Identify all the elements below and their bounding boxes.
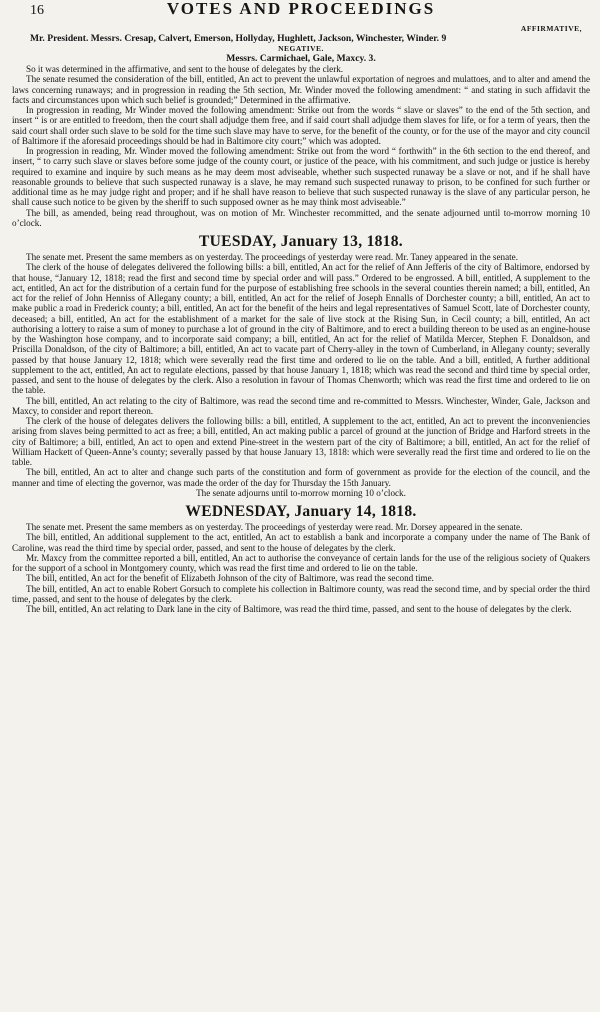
paragraph: The bill, as amended, being read throughout, was on motion of Mr. Winchester recommitted, and the senate adjourned until to-morrow morning 10 o’clock.	[12, 207, 590, 228]
page-number: 16	[30, 3, 44, 18]
running-head: VOTES AND PROCEEDINGS	[166, 0, 436, 18]
paragraph: The senate met. Present the same members as on yesterday. The proceedings of yesterday were read. Mr. Dorsey appeared in the senate.	[26, 522, 523, 532]
tuesday-heading: TUESDAY, January 13, 1818.	[199, 233, 403, 250]
paragraph: The clerk of the house of delegates delivered the following bills: a bill, entitled, An act for the relief of Ann Jefferis of the city of Baltimore, endorsed by that house, “January 12, 1818; read the first and second time by special order and will pass.” Ordered to be engrossed. A bill, entitled, A supplement to the act, entitled, An act for the distribution of a certain fund for the purpose of establishing free schools in the several counties therein named; a bill, entitled, An act for the relief of John Henniss of Allegany county; a bill, entitled, An act for the relief of Joseph Ennalls of Dorchester county; a bill, entitled, An act to make public a road in Frederick county; a bill, entitled, An act for the benefit of the heirs and legal representatives of Samuel Scott, late of Dorchester county, deceased; a bill, entitled, An act for the establishment of a market for the sale of live stock at the Rising Sun, in Cecil county; a bill, entitled, An act authorising a lottery to raise a sum of money to purchase a lot of ground in the city of Baltimore, and to erect a building thereon to be used as an engine-house by the Washington hose company, and to incorporate said company; a bill, entitled, An act for the relief of Matilda Mercer, Stephen F. Donaldson, and Priscilla Donaldson, of the city of Baltimore; a bill, entitled, An act to vacate part of Cherry-alley in the town of Cumberland, in Allegany county; severally passed by that house January 12, 1818; which were severally read the first time and ordered to lie on the table. And a bill, entitled, A further additional supplement to the act, entitled, An act to regulate elections, passed by that house January 1, 1818; which was read the second and third time by special order, passed, and sent to the house of delegates by the clerk. Also a resolution in favour of Thomas Chenworth; which was read the first time and ordered to lie on the table.	[12, 262, 590, 396]
negative-label: NEGATIVE.	[278, 44, 324, 53]
paragraph: The bill, entitled, An additional supplement to the act, entitled, An act to establish a bank and incorporate a company under the name of The Bank of Caroline, was read the third time by special order, passed, and sent to the house of delegates by the clerk.	[12, 532, 590, 553]
section-1	[12, 64, 590, 228]
paragraph: So it was determined in the affirmative, and sent to the house of delegates by the clerk.	[26, 64, 344, 74]
affirmative-names: Mr. President. Messrs. Cresap, Calvert, Emerson, Hollyday, Hughlett, Jackson, Winchester, Winder. 9	[30, 33, 447, 44]
paragraph: The bill, entitled, An act relating to the city of Baltimore, was read the second time and re-committed to Messrs. Winchester, Winder, Gale, Jackson and Maxcy, to consider and report thereon.	[12, 395, 590, 416]
paragraph: The bill, entitled, An act relating to Dark lane in the city of Baltimore, was read the third time, passed, and sent to the house of delegates by the clerk.	[26, 604, 572, 614]
wednesday-section	[12, 522, 590, 614]
paragraph: The bill, entitled, An act to alter and change such parts of the constitution and form of government as provide for the election of the council, and the manner and time of electing the governor, was made the order of the day for Thursday the 15th January.	[12, 467, 590, 488]
paragraph: The clerk of the house of delegates delivers the following bills: a bill, entitled, A supplement to the act, entitled, An act to prevent the inconveniencies arising from slaves being permitted to act as free; a bill, entitled, An act making public a parcel of ground at the junction of Bridge and Harford streets in the city of Baltimore; a bill, entitled, An act to open and extend Pine-street in the western part of the city of Baltimore; a bill, entitled, An act for the relief of William Hackett of Queen-Anne’s county; severally passed by that house January 13, 1818: which were severally read the first time and ordered to lie on the table.	[12, 416, 590, 467]
paragraph: The senate resumed the consideration of the bill, entitled, An act to prevent the unlawful exportation of negroes and mulattoes, and to alter and amend the laws concerning runaways; and in progression in reading the 5th section, Mr. Winder moved the following amendment: “ and stating in such affidavit the facts and circumstances upon which such belief is grounded;” Determined in the affirmative.	[12, 74, 590, 105]
affirmative-label: AFFIRMATIVE,	[520, 24, 582, 33]
paragraph: In progression in reading, Mr. Winder moved the following amendment: Strike out from the word “ forthwith” in the 6th section to the end thereof, and insert, “ to carry such slave or slaves before some judge of the county court, or justice of the peace, with his commitment, and such judge or justice is hereby required to examine and inquire by such means as he may deem most adviseable, whether such suspected runaway be a slave or not, and if he shall have reasonable grounds to believe that such suspected runaway is a slave, he may remand such suspected runaway to prison, to be confined for such further or additional time as he may judge right and proper; and if he shall have reason to believe that such suspected runaway is the slave of any particular person, he shall cause such notice to be given by the sheriff to such supposed owner as he may think most adviseable.”	[12, 146, 590, 208]
wednesday-heading: WEDNESDAY, January 14, 1818.	[185, 503, 417, 520]
tuesday-section	[12, 252, 590, 498]
adjourn-line: The senate adjourns until to-morrow morning 10 o’clock.	[196, 487, 406, 498]
page-header	[12, 0, 590, 24]
paragraph: In progression in reading, Mr Winder moved the following amendment: Strike out from the words “ slave or slaves” to the end of the 5th section, and insert “ is or are entitled to freedom, then the court shall adjudge them free, and if said court shall adjudge them slaves for life, or for a term of years, then the said court shall order such slave to be sold for the time such slave may have to serve, for the benefit of the county, or for the use of the mayor and city council of Baltimore if the aforesaid proceedings should be had in Baltimore city court;” which was adopted.	[12, 105, 590, 146]
negative-names: Messrs. Carmichael, Gale, Maxcy. 3.	[226, 53, 376, 64]
paragraph: The senate met. Present the same members as on yesterday. The proceedings of yesterday were read. Mr. Taney appeared in the senate.	[26, 252, 519, 262]
paragraph: The bill, entitled, An act to enable Robert Gorsuch to complete his collection in Baltimore county, was read the second time, and by special order the third time, passed, and sent to the house of delegates by the clerk.	[12, 583, 590, 604]
paragraph: Mr. Maxcy from the committee reported a bill, entitled, An act to authorise the conveyance of certain lands for the use of the religious society of Quakers for the support of a school in Montgomery county, which was read the first time and ordered to lie on the table.	[12, 552, 590, 573]
paragraph: The bill, entitled, An act for the benefit of Elizabeth Johnson of the city of Baltimore, was read the second time.	[26, 573, 434, 584]
